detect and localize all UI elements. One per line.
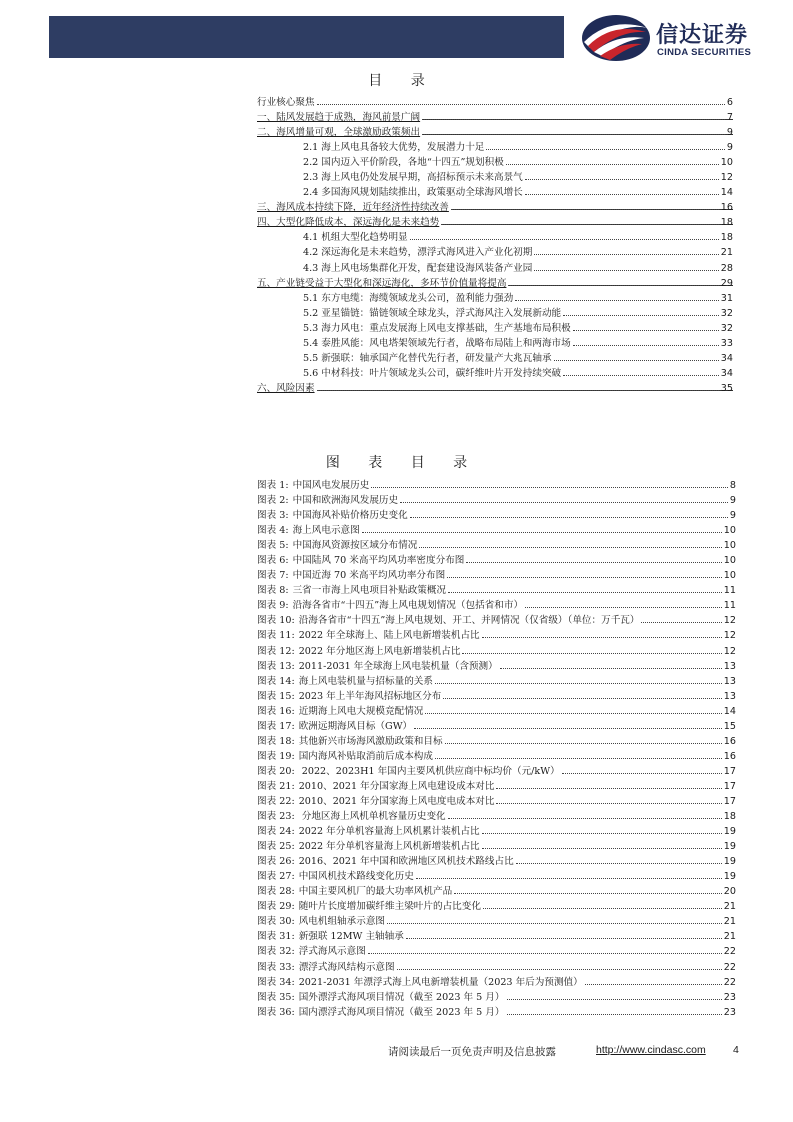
figure-title: 沿海各省市“十四五”海上风电规划情况（包括省和市）: [292, 600, 524, 612]
figure-entry[interactable]: [257, 699, 736, 717]
figure-entry-page: 17: [723, 780, 736, 792]
toc-entry[interactable]: [257, 240, 733, 259]
figure-entry[interactable]: [257, 639, 736, 657]
figure-entry-page: 23: [723, 1006, 736, 1018]
figure-leader-dots: [562, 759, 722, 774]
figure-entry[interactable]: [257, 518, 736, 537]
toc-leader-dots: [508, 271, 718, 286]
figure-entry[interactable]: [257, 608, 736, 627]
toc-entry[interactable]: [257, 271, 733, 289]
toc-entry-page: 31: [720, 292, 733, 304]
figure-number: 图表 5:: [257, 540, 289, 552]
toc-entry[interactable]: [257, 346, 733, 364]
figure-title: 中国海风资源按区域分布情况: [292, 540, 418, 552]
toc-entry-label: 2.2 国内迈入平价阶段，各地“十四五”规划积极: [303, 157, 504, 169]
toc-entry[interactable]: [257, 135, 733, 154]
figure-title: 国内海风补贴取消前后成本构成: [298, 750, 433, 762]
figure-leader-dots: [482, 819, 722, 834]
figure-leader-dots: [435, 669, 722, 684]
figure-leader-dots: [496, 774, 721, 789]
toc-entry-label: 2.1 海上风电具备较大优势，发展潜力十足: [303, 142, 485, 154]
figure-number: 图表 20:: [257, 765, 295, 777]
figure-entry-page: 22: [723, 976, 736, 988]
figure-entry[interactable]: [257, 909, 736, 928]
figure-entry[interactable]: [257, 578, 736, 597]
toc-entry[interactable]: [257, 180, 733, 199]
figure-entry[interactable]: [257, 473, 736, 491]
toc-leader-dots: [451, 195, 719, 210]
figure-leader-dots: [462, 639, 721, 654]
figure-entry-page: 17: [723, 795, 736, 807]
figure-entry[interactable]: [257, 774, 736, 792]
toc-entry-page: 7: [726, 112, 733, 124]
figure-leader-dots: [516, 849, 722, 864]
figure-entry[interactable]: [257, 970, 736, 988]
figure-entry-page: 13: [723, 660, 736, 672]
figure-title: 浮式海风示意图: [298, 946, 366, 958]
toc-entry-page: 6: [726, 97, 733, 108]
toc-entry[interactable]: [257, 105, 733, 124]
figure-title: 2010、2021 年分国家海上风电建设成本对比: [298, 780, 495, 792]
figure-title: 近期海上风电大规模竞配情况: [298, 705, 424, 717]
figure-number: 图表 16:: [257, 705, 295, 717]
figures-list: [257, 473, 736, 1018]
figure-entry-page: 16: [723, 735, 736, 747]
toc-entry[interactable]: [257, 376, 733, 394]
figure-entry[interactable]: [257, 955, 736, 973]
figure-title: 2016、2021 年中国和欧洲地区风机技术路线占比: [298, 856, 514, 868]
page-footer: [0, 1044, 793, 1060]
figure-leader-dots: [448, 804, 722, 819]
figure-number: 图表 2:: [257, 495, 289, 507]
toc-entry-page: 10: [720, 157, 733, 169]
figure-number: 图表 34:: [257, 976, 295, 988]
toc-entry-page: 34: [720, 367, 733, 379]
figure-title: 2022 年分单机容量海上风机新增装机占比: [298, 841, 480, 853]
figure-leader-dots: [419, 533, 721, 548]
figure-entry[interactable]: [257, 849, 736, 868]
toc-leader-dots: [317, 376, 719, 391]
figure-leader-dots: [400, 488, 728, 503]
toc-entry-page: 29: [720, 277, 733, 289]
toc-entry[interactable]: [257, 210, 733, 229]
figure-leader-dots: [414, 714, 722, 729]
toc-entry-label: 5.4 泰胜风能：风电塔架领域先行者，战略布局陆上和两海市场: [303, 337, 571, 349]
brand-name-en: CINDA SECURITIES: [657, 47, 752, 58]
figure-number: 图表 11:: [257, 630, 295, 642]
figure-number: 图表 12:: [257, 645, 295, 657]
figure-entry-page: 17: [723, 765, 736, 777]
figure-title: 中国和欧洲海风发展历史: [292, 495, 399, 507]
brand-logo: [580, 12, 780, 64]
figure-number: 图表 6:: [257, 555, 289, 567]
toc-leader-dots: [506, 150, 719, 165]
toc-entry[interactable]: [257, 316, 733, 334]
figure-title: 欧洲远期海风目标（GW）: [298, 720, 413, 732]
figure-entry-page: 19: [723, 856, 736, 868]
figure-number: 图表 1:: [257, 480, 289, 491]
header-bar: [49, 16, 564, 58]
figure-entry-page: 20: [723, 886, 736, 898]
figure-entry-page: 19: [723, 826, 736, 838]
figure-leader-dots: [448, 578, 722, 593]
figure-entry[interactable]: [257, 563, 736, 582]
toc-entry-page: 12: [720, 172, 733, 184]
figure-entry[interactable]: [257, 669, 736, 687]
toc-entry-label: 5.1 东方电缆：海缆领域龙头公司，盈利能力强劲: [303, 292, 514, 304]
toc-entry[interactable]: [257, 225, 733, 244]
figure-title: 中国近海 70 米高平均风功率分布图: [292, 570, 446, 582]
figure-title: 中国风电发展历史: [292, 480, 370, 491]
figure-leader-dots: [641, 608, 721, 623]
figure-number: 图表 36:: [257, 1006, 295, 1018]
toc-entry-label: 5.2 亚星锚链：锚链领域全球龙头，浮式海风注入发展新动能: [303, 307, 562, 319]
figure-number: 图表 31:: [257, 931, 295, 943]
figure-number: 图表 4:: [257, 525, 289, 537]
figure-entry[interactable]: [257, 1000, 736, 1018]
figure-number: 图表 7:: [257, 570, 289, 582]
toc-entry-page: 35: [720, 382, 733, 394]
toc-entry-label: 4.2 深远海化是未来趋势，漂浮式海风进入产业化初期: [303, 247, 533, 259]
website-link[interactable]: http://www.cindasc.com: [596, 1044, 706, 1056]
figure-title: 2022 年分地区海上风电新增装机占比: [298, 645, 461, 657]
figure-leader-dots: [482, 623, 722, 638]
figure-title: 2022 年分单机容量海上风机累计装机占比: [298, 826, 480, 838]
figure-leader-dots: [445, 729, 722, 744]
figure-title: 国外漂浮式海风项目情况（截至 2023 年 5 月）: [298, 991, 505, 1003]
figure-entry[interactable]: [257, 759, 736, 777]
toc-leader-dots: [573, 316, 719, 331]
figure-number: 图表 29:: [257, 901, 295, 913]
figure-number: 图表 19:: [257, 750, 295, 762]
figure-entry-page: 9: [729, 510, 736, 522]
toc-entry-label: 2.3 海上风电仍处发展早期，高招标预示未来高景气: [303, 172, 523, 184]
toc-entry-label: 六、风险因素: [257, 382, 315, 394]
toc-list: [257, 90, 733, 394]
figure-entry[interactable]: [257, 593, 736, 612]
figure-entry-page: 10: [723, 525, 736, 537]
figure-entry-page: 21: [723, 901, 736, 913]
figure-entry[interactable]: [257, 623, 736, 642]
figure-entry[interactable]: [257, 894, 736, 913]
figure-entry[interactable]: [257, 985, 736, 1003]
figure-leader-dots: [371, 473, 728, 488]
figure-entry[interactable]: [257, 804, 736, 823]
figure-entry[interactable]: [257, 819, 736, 838]
figure-title: 三省一市海上风电项目补贴政策概况: [292, 585, 447, 597]
toc-entry-label: 4.3 海上风电场集群化开发，配套建设海风装备产业园: [303, 262, 533, 274]
toc-entry-label: 五、产业链受益于大型化和深远海化，多环节价值量将提高: [257, 277, 507, 289]
figure-title: 国内漂浮式海风项目情况（截至 2023 年 5 月）: [298, 1006, 505, 1018]
figure-leader-dots: [496, 789, 721, 804]
figure-number: 图表 10:: [257, 615, 295, 627]
figure-entry-page: 9: [729, 495, 736, 507]
figure-number: 图表 13:: [257, 660, 295, 672]
figure-entry[interactable]: [257, 789, 736, 807]
figure-leader-dots: [410, 503, 728, 518]
figure-entry[interactable]: [257, 654, 736, 672]
figure-entry-page: 13: [723, 690, 736, 702]
figure-number: 图表 21:: [257, 780, 295, 792]
toc-leader-dots: [525, 180, 719, 195]
toc-entry-page: 9: [726, 142, 733, 154]
figure-number: 图表 33:: [257, 961, 295, 973]
figure-title: 中国主要风机厂的最大功率风机产品: [298, 886, 453, 898]
figure-number: 图表 24:: [257, 826, 295, 838]
figure-entry-page: 21: [723, 931, 736, 943]
toc-leader-dots: [563, 361, 719, 376]
figure-title: 分地区海上风机单机容量历史变化: [298, 811, 446, 823]
figure-number: 图表 15:: [257, 690, 295, 702]
figure-entry[interactable]: [257, 488, 736, 507]
toc-entry-label: 4.1 机组大型化趋势明显: [303, 232, 408, 244]
figure-number: 图表 25:: [257, 841, 295, 853]
figure-number: 图表 9:: [257, 600, 289, 612]
figure-entry-page: 10: [723, 540, 736, 552]
toc-entry[interactable]: [257, 301, 733, 319]
figure-entry-page: 13: [723, 675, 736, 687]
figure-number: 图表 3:: [257, 510, 289, 522]
figure-entry-page: 10: [723, 555, 736, 567]
figure-entry[interactable]: [257, 503, 736, 522]
toc-leader-dots: [534, 256, 718, 271]
figure-title: 2010、2021 年分国家海上风电度电成本对比: [298, 795, 495, 807]
toc-entry-page: 28: [720, 262, 733, 274]
figure-number: 图表 17:: [257, 720, 295, 732]
toc-entry-label: 2.4 多国海风规划陆续推出，政策驱动全球海风增长: [303, 187, 523, 199]
cinda-logo-icon: [580, 12, 652, 64]
toc-entry-page: 32: [720, 322, 733, 334]
figure-entry-page: 16: [723, 750, 736, 762]
toc-entry[interactable]: [257, 90, 733, 108]
figure-entry-page: 12: [723, 615, 736, 627]
figure-entry-page: 23: [723, 991, 736, 1003]
toc-title: 目 录: [368, 73, 437, 89]
toc-entry-label: 5.3 海力风电：重点发展海上风电支撑基础，生产基地布局积极: [303, 322, 571, 334]
figure-title: 2022 年全球海上、陆上风电新增装机占比: [298, 630, 480, 642]
figure-entry[interactable]: [257, 864, 736, 883]
figure-leader-dots: [585, 970, 722, 985]
toc-leader-dots: [441, 210, 719, 225]
figure-leader-dots: [500, 654, 722, 669]
figure-entry[interactable]: [257, 684, 736, 702]
figure-entry[interactable]: [257, 714, 736, 732]
toc-entry-page: 32: [720, 307, 733, 319]
figure-title: 漂浮式海风结构示意图: [298, 961, 395, 973]
toc-entry-label: 一、陆风发展趋于成熟，海风前景广阔: [257, 112, 421, 124]
toc-entry-page: 14: [720, 187, 733, 199]
figure-title: 海上风电装机量与招标量的关系: [298, 675, 433, 687]
figure-leader-dots: [443, 684, 722, 699]
toc-leader-dots: [534, 240, 718, 255]
figure-leader-dots: [507, 1000, 722, 1015]
figure-leader-dots: [416, 864, 722, 879]
toc-entry[interactable]: [257, 165, 733, 184]
figure-title: 2023 年上半年海风招标地区分布: [298, 690, 442, 702]
figure-leader-dots: [466, 548, 721, 563]
figure-entry[interactable]: [257, 924, 736, 943]
toc-entry-label: 5.6 中材科技：叶片领域龙头公司，碳纤维叶片开发持续突破: [303, 367, 562, 379]
figure-title: 中国陆风 70 米高平均风功率密度分布图: [292, 555, 465, 567]
figure-entry-page: 21: [723, 916, 736, 928]
figure-entry-page: 19: [723, 871, 736, 883]
toc-entry-page: 34: [720, 352, 733, 364]
figure-leader-dots: [387, 909, 722, 924]
figure-number: 图表 22:: [257, 795, 295, 807]
toc-entry-label: 四、大型化降低成本，深远海化是未来趋势: [257, 217, 440, 229]
figure-entry-page: 14: [723, 705, 736, 717]
toc-entry-page: 16: [720, 202, 733, 214]
figure-entry-page: 11: [723, 600, 736, 612]
toc-leader-dots: [563, 301, 719, 316]
figure-entry-page: 19: [723, 841, 736, 853]
figure-title: 海上风电示意图: [292, 525, 360, 537]
figure-number: 图表 27:: [257, 871, 295, 883]
toc-entry[interactable]: [257, 331, 733, 349]
figure-entry-page: 12: [723, 645, 736, 657]
figure-leader-dots: [525, 593, 722, 608]
figure-number: 图表 8:: [257, 585, 289, 597]
toc-leader-dots: [422, 105, 725, 120]
figure-leader-dots: [482, 834, 722, 849]
toc-leader-dots: [410, 225, 719, 240]
toc-entry-label: 行业核心聚焦: [257, 97, 315, 108]
figure-entry-page: 18: [723, 811, 736, 823]
figure-entry[interactable]: [257, 533, 736, 552]
toc-leader-dots: [515, 286, 719, 301]
figure-entry[interactable]: [257, 879, 736, 898]
figure-entry[interactable]: [257, 744, 736, 762]
toc-entry[interactable]: [257, 286, 733, 304]
figure-entry-page: 15: [723, 720, 736, 732]
toc-leader-dots: [525, 165, 719, 180]
figure-number: 图表 26:: [257, 856, 295, 868]
toc-entry-label: 5.5 新强联：轴承国产化替代先行者，研发量产大兆瓦轴承: [303, 352, 552, 364]
toc-entry[interactable]: [257, 120, 733, 139]
toc-entry[interactable]: [257, 195, 733, 214]
figure-leader-dots: [397, 955, 722, 970]
toc-leader-dots: [554, 346, 719, 361]
figure-entry-page: 22: [723, 961, 736, 973]
toc-entry-page: 18: [720, 232, 733, 244]
figure-number: 图表 28:: [257, 886, 295, 898]
figure-leader-dots: [425, 699, 721, 714]
figure-number: 图表 30:: [257, 916, 295, 928]
figure-title: 新强联 12MW 主轴轴承: [298, 931, 404, 943]
toc-entry[interactable]: [257, 256, 733, 274]
figure-title: 其他新兴市场海风激励政策和目标: [298, 735, 443, 747]
figure-entry[interactable]: [257, 939, 736, 958]
figure-leader-dots: [507, 985, 722, 1000]
figure-entry-page: 12: [723, 630, 736, 642]
toc-entry-label: 二、海风增量可观，全球激励政策频出: [257, 127, 421, 139]
figures-title: 图 表 目 录: [325, 455, 480, 471]
figure-title: 2022、2023H1 年国内主要风机供应商中标均价（元/kW）: [298, 765, 560, 777]
disclaimer-text: 请阅读最后一页免责声明及信息披露: [388, 1046, 556, 1058]
toc-entry[interactable]: [257, 361, 733, 379]
figure-title: 2011-2031 年全球海上风电装机量（含预测）: [298, 660, 498, 672]
brand-name-cn: 信达证券: [656, 23, 749, 48]
toc-entry-page: 33: [720, 337, 733, 349]
toc-leader-dots: [573, 331, 719, 346]
figure-title: 中国海风补贴价格历史变化: [292, 510, 408, 522]
figure-leader-dots: [447, 563, 722, 578]
toc-entry[interactable]: [257, 150, 733, 169]
toc-entry-label: 三、海风成本持续下降，近年经济性持续改善: [257, 202, 449, 214]
toc-leader-dots: [422, 120, 725, 135]
figure-entry-label: [257, 1005, 507, 1020]
figure-entry-page: 11: [723, 585, 736, 597]
figure-entry-page: 10: [723, 570, 736, 582]
figure-leader-dots: [406, 924, 722, 939]
figure-title: 2021-2031 年漂浮式海上风电新增装机量（2023 年后为预测值）: [298, 976, 583, 988]
figure-number: 图表 23:: [257, 811, 295, 823]
figure-leader-dots: [454, 879, 722, 894]
page-number: 4: [733, 1044, 739, 1056]
figure-leader-dots: [368, 939, 722, 954]
figure-leader-dots: [483, 894, 722, 909]
figure-entry[interactable]: [257, 834, 736, 853]
figure-entry[interactable]: [257, 729, 736, 747]
figure-title: 沿海各省市“十四五”海上风电规划、开工、并网情况（仅省级）（单位：万千瓦）: [298, 615, 640, 627]
toc-leader-dots: [486, 135, 724, 150]
figure-title: 随叶片长度增加碳纤维主梁叶片的占比变化: [298, 901, 481, 913]
figure-leader-dots: [435, 744, 722, 759]
figure-number: 图表 35:: [257, 991, 295, 1003]
figure-number: 图表 32:: [257, 946, 295, 958]
figure-title: 中国风机技术路线变化历史: [298, 871, 414, 883]
figure-entry-page: 22: [723, 946, 736, 958]
figure-entry[interactable]: [257, 548, 736, 567]
toc-entry-page: 9: [726, 127, 733, 139]
figure-number: 图表 14:: [257, 675, 295, 687]
toc-leader-dots: [317, 90, 725, 105]
figure-entry-page: 8: [729, 480, 736, 491]
figure-number: 图表 18:: [257, 735, 295, 747]
toc-entry-page: 21: [720, 247, 733, 259]
toc-entry-page: 18: [720, 217, 733, 229]
figure-leader-dots: [362, 518, 722, 533]
figure-title: 风电机组轴承示意图: [298, 916, 386, 928]
